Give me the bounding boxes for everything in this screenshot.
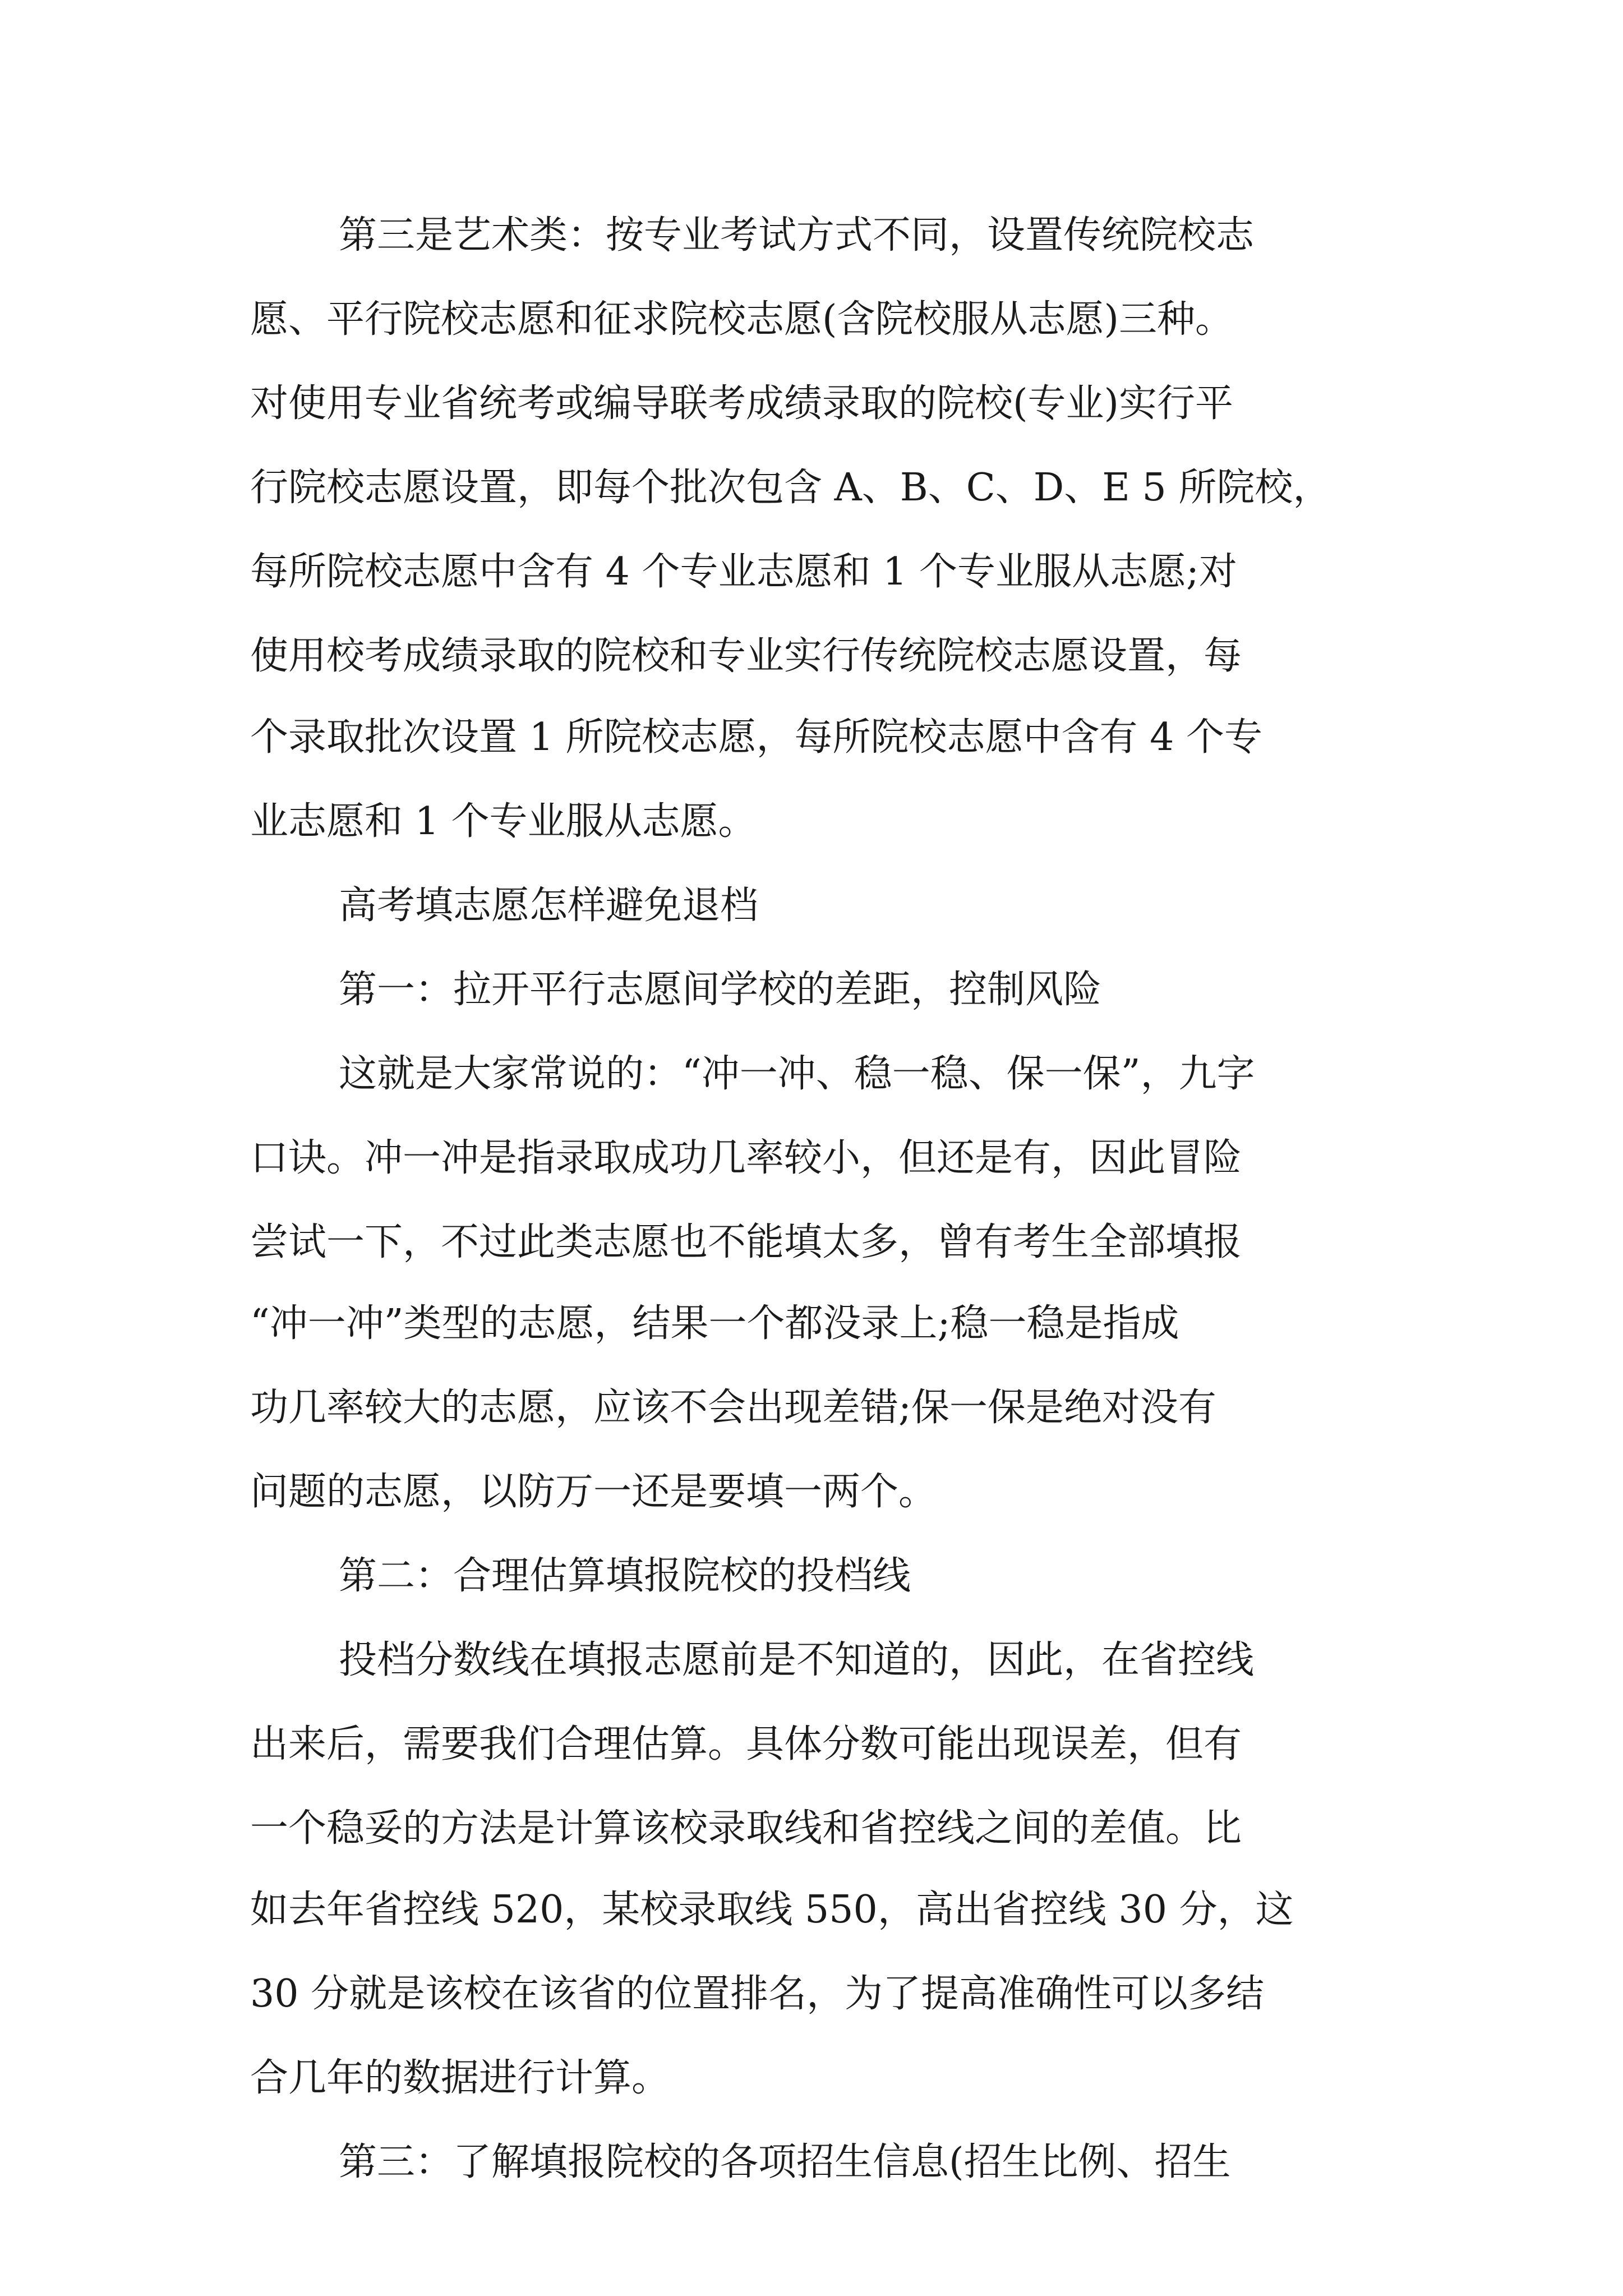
text-line-22: 30 分就是该校在该省的位置排名，为了提高准确性可以多结: [250, 1972, 1265, 2016]
text-line-21: 如去年省控线 520，某校录取线 550，高出省控线 30 分，这: [250, 1888, 1294, 1932]
text-line-3: 对使用专业省统考或编导联考成绩录取的院校(专业)实行平: [250, 381, 1234, 426]
section-heading: 高考填志愿怎样避免退档: [339, 884, 759, 928]
text-line-11: 这就是大家常说的：“冲一冲、稳一稳、保一保”，九字: [339, 1052, 1255, 1096]
subheading-2: 第二：合理估算填报院校的投档线: [339, 1554, 911, 1598]
text-line-6: 使用校考成绩录取的院校和专业实行传统院校志愿设置，每: [250, 634, 1242, 678]
text-line-20: 一个稳妥的方法是计算该校录取线和省控线之间的差值。比: [250, 1806, 1242, 1851]
text-line-19: 出来后，需要我们合理估算。具体分数可能出现误差，但有: [250, 1722, 1242, 1766]
text-line-18: 投档分数线在填报志愿前是不知道的，因此，在省控线: [339, 1638, 1255, 1682]
subheading-1: 第一：拉开平行志愿间学校的差距，控制风险: [339, 968, 1102, 1012]
text-line-2: 愿、平行院校志愿和征求院校志愿(含院校服从志愿)三种。: [250, 297, 1234, 342]
text-line-8: 业志愿和 1 个专业服从志愿。: [250, 799, 757, 844]
text-line-23: 合几年的数据进行计算。: [250, 2056, 670, 2100]
text-line-5: 每所院校志愿中含有 4 个专业志愿和 1 个专业服从志愿;对: [250, 550, 1237, 594]
text-line-1: 第三是艺术类：按专业考试方式不同，设置传统院校志: [339, 213, 1255, 257]
text-line-7: 个录取批次设置 1 所院校志愿，每所院校志愿中含有 4 个专: [250, 715, 1262, 760]
text-line-12: 口诀。冲一冲是指录取成功几率较小，但还是有，因此冒险: [250, 1136, 1242, 1180]
text-line-4: 行院校志愿设置，即每个批次包含 A、B、C、D、E 5 所院校，: [250, 466, 1331, 510]
text-line-13: 尝试一下，不过此类志愿也不能填太多，曾有考生全部填报: [250, 1220, 1242, 1264]
text-line-14: “冲一冲”类型的志愿，结果一个都没录上;稳一稳是指成: [250, 1301, 1179, 1346]
subheading-3: 第三：了解填报院校的各项招生信息(招生比例、招生: [339, 2140, 1231, 2184]
text-line-15: 功几率较大的志愿，应该不会出现差错;保一保是绝对没有: [250, 1386, 1216, 1430]
text-line-16: 问题的志愿，以防万一还是要填一两个。: [250, 1470, 937, 1514]
